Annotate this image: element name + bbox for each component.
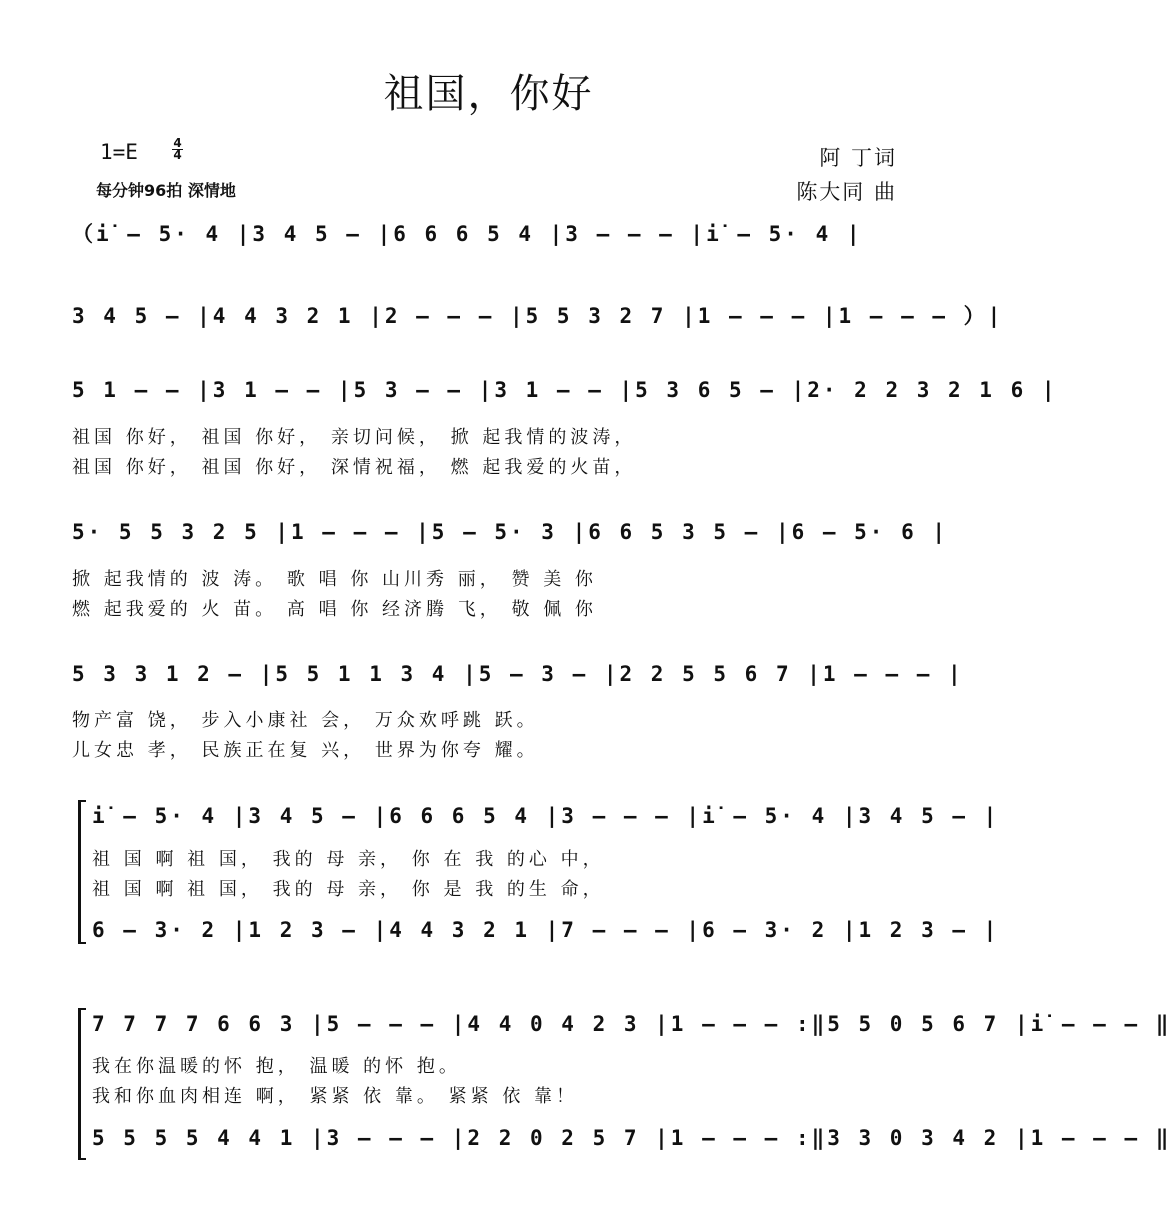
notation-line-7-lower: 5 5 5 5 4 4 1 |3 – – – |2 2 0 2 5 7 |1 – – – :‖3 3 0 3 4 2 |1 – – – ‖ [92,1126,1171,1150]
notation-line-3: 5 1 – – |3 1 – – |5 3 – – |3 1 – – |5 3 6 5 – |2· 2 2 3 2 1 6 | [72,378,1058,402]
system-bracket-6 [78,800,86,944]
lyric-line-7b: 我和你血肉相连 啊， 紧紧 依 靠。 紧紧 依 靠！ [92,1086,579,1107]
notation-line-6-upper: i̇ – 5· 4 |3 4 5 – |6 6 6 5 4 |3 – – – |i̇ – 5· 4 |3 4 5 – | [92,804,1000,828]
lyric-line-7a: 我在你温暖的怀 抱， 温暖 的怀 抱。 [92,1056,461,1077]
lyric-line-3a: 祖国 你好， 祖国 你好， 亲切问候， 掀 起我情的波涛， [72,427,637,448]
tempo-marking: 每分钟96拍 深情地 [96,181,236,200]
song-title: 祖国，你好 [383,71,594,117]
notation-line-6-lower: 6 – 3· 2 |1 2 3 – |4 4 3 2 1 |7 – – – |6 – 3· 2 |1 2 3 – | [92,918,1000,942]
time-signature [172,138,183,161]
lyric-line-4b: 燃 起我爱的 火 苗。 高 唱 你 经济腾 飞， 敬 佩 你 [72,599,597,620]
lyric-line-3b: 祖国 你好， 祖国 你好， 深情祝福， 燃 起我爱的火苗， [72,457,637,478]
notation-line-5: 5 3 3 1 2 – |5 5 1 1 3 4 |5 – 3 – |2 2 5 5 6 7 |1 – – – | [72,662,964,686]
composer-credit: 陈大同 曲 [796,180,897,204]
lyric-line-6a: 祖 国 啊 祖 国， 我的 母 亲， 你 在 我 的心 中， [92,849,605,870]
notation-line-4: 5· 5 5 3 2 5 |1 – – – |5 – 5· 3 |6 6 5 3 5 – |6 – 5· 6 | [72,520,949,544]
lyricist-credit: 阿 丁词 [819,146,897,170]
key-signature: 1=E [100,140,138,164]
lyric-line-4a: 掀 起我情的 波 涛。 歌 唱 你 山川秀 丽， 赞 美 你 [72,569,597,590]
notation-line-2: 3 4 5 – |4 4 3 2 1 |2 – – – |5 5 3 2 7 |1 – – – |1 – – – ）| [72,304,1004,328]
lyric-line-5a: 物产富 饶， 步入小康社 会， 万众欢呼跳 跃。 [72,710,539,731]
notation-line-1: （i̇ – 5· 4 |3 4 5 – |6 6 6 5 4 |3 – – – |i̇ – 5· 4 | [72,222,863,246]
notation-line-7-upper: 7 7 7 7 6 6 3 |5 – – – |4 4 0 4 2 3 |1 – – – :‖5 5 0 5 6 7 |i̇ – – – ‖ [92,1012,1171,1036]
time-signature-bottom: 4 [173,148,182,162]
time-signature-top: 4 [173,136,182,150]
system-bracket-7 [78,1008,86,1160]
lyric-line-5b: 儿女忠 孝， 民族正在复 兴， 世界为你夸 耀。 [72,740,539,761]
lyric-line-6b: 祖 国 啊 祖 国， 我的 母 亲， 你 是 我 的生 命， [92,879,605,900]
